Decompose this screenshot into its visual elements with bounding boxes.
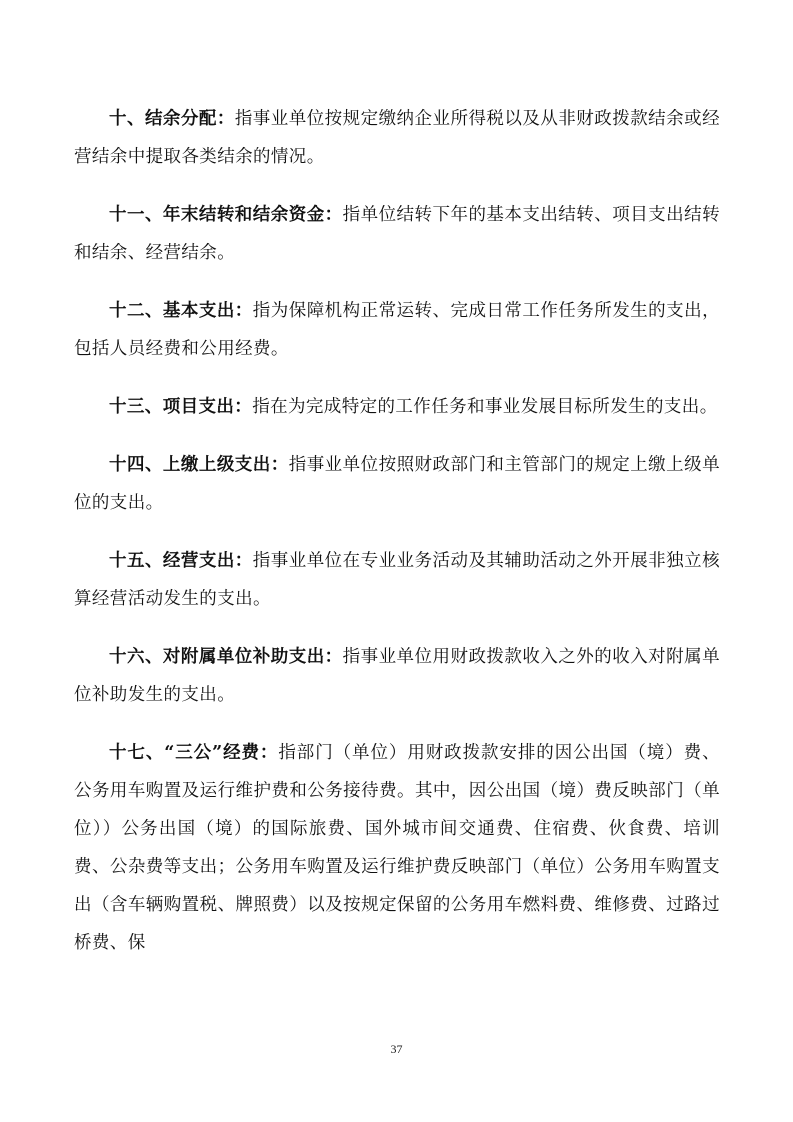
term-definition: 指为保障机构正常运转、完成日常工作任务所发生的支出，包括人员经费和公用经费。 <box>74 301 720 359</box>
term-heading: 十五、经营支出： <box>109 551 253 571</box>
paragraph-11 <box>74 196 720 272</box>
term-definition: 指单位结转下年的基本支出结转、项目支出结转和结余、经营结余。 <box>74 205 720 263</box>
paragraph-10 <box>74 100 720 176</box>
term-definition: 指事业单位用财政拨款收入之外的收入对附属单位补助发生的支出。 <box>74 647 720 705</box>
term-heading: 十七、“三公”经费： <box>109 743 279 763</box>
paragraph-14 <box>74 446 720 522</box>
document-body <box>74 100 720 982</box>
term-definition: 指事业单位按照财政部门和主管部门的规定上缴上级单位的支出。 <box>74 455 720 513</box>
term-heading: 十四、上缴上级支出： <box>109 455 289 475</box>
paragraph-13 <box>74 388 720 426</box>
term-heading: 十二、基本支出： <box>109 301 253 321</box>
term-heading: 十、结余分配： <box>109 109 235 129</box>
term-heading: 十一、年末结转和结余资金： <box>109 205 343 225</box>
term-definition: 指事业单位按规定缴纳企业所得税以及从非财政拨款结余或经营结余中提取各类结余的情况。 <box>74 109 720 167</box>
term-heading: 十六、对附属单位补助支出： <box>109 647 343 667</box>
term-definition: 指事业单位在专业业务活动及其辅助活动之外开展非独立核算经营活动发生的支出。 <box>74 551 720 609</box>
paragraph-12 <box>74 292 720 368</box>
term-definition: 指在为完成特定的工作任务和事业发展目标所发生的支出。 <box>252 397 718 417</box>
page-number: 37 <box>390 1042 403 1056</box>
term-heading: 十三、项目支出： <box>109 397 253 417</box>
paragraph-16 <box>74 638 720 714</box>
paragraph-15 <box>74 542 720 618</box>
term-definition: 指部门（单位）用财政拨款安排的因公出国（境）费、公务用车购置及运行维护费和公务接待费。其中，因公出国（境）费反映部门（单位））公务出国（境）的国际旅费、国外城市间交通费、住宿费、伙食费、培训费、公杂费等支出；公务用车购置及运行维护费反映部门（单位）公务用车购置支出（含车辆购置税、牌照费）以及按规定保留的公务用车燃料费、维修费、过路过桥费、保 <box>74 743 720 953</box>
paragraph-17 <box>74 734 720 962</box>
